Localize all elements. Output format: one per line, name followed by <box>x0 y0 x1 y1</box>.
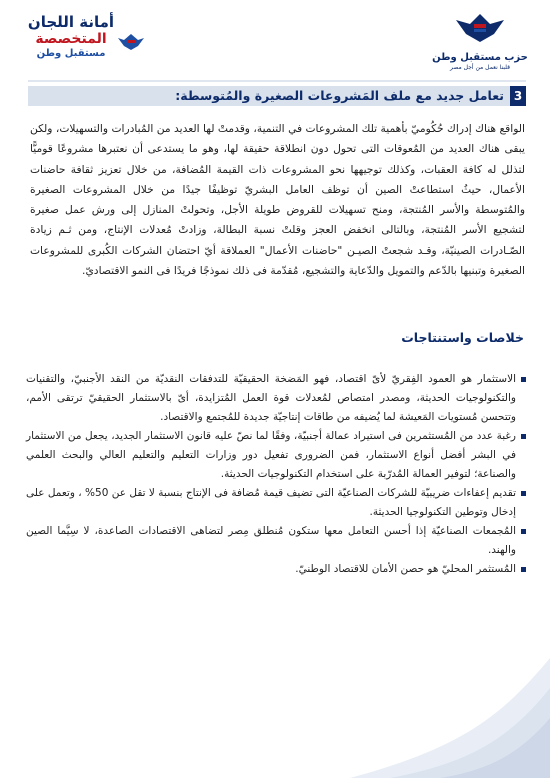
party-name: حزب مستقبل وطن <box>432 52 528 63</box>
list-item <box>26 560 526 579</box>
list-item-text: تقديم إعفاءات ضريبيّة للشركات الصناعيّة التى تضيف قيمة مُضافة فى الإنتاج بنسبة لا تقل عن 50% ، وتعمل على إدخال وتوطين التكنولوجيا الحديثة. <box>26 487 516 518</box>
logo-line-2: المتخصصة <box>35 31 107 47</box>
body-paragraph: الواقع هناك إدراك حُكُوميّ بأهمية تلك المشروعات في التنمية، وقدمتْ لها العديد من المُبادرات والتسهيلات، ولكن يبقى هناك العديد من المُعوقات التى تحول دون انطلاقة حقيقة لها، وهو ما يستدعى أن نعتبرها مشروعًا قوميًّا لتذلل له كافة العقبات، وكذلك توجيهها نحو المشروعات ذات القيمة المُضافة، من خلال تعزيز ثقافة حاضنات الأعمال، حيثُ استطاعتْ الصين أن توظف العامل البشريّ توظيفًا جيدًا من خلال المشروعات الصغيرة والمُتوسطة والأسر المُنتجة، ومنح تسهيلات للقروض طويلة الأجل، وتحولتْ المنازل إلى ورش عمل صغيرة لتشجيع الأسر المُنتجة، وبالتالى انخفض العجز وقلتْ نسبة البطالة، وزادتْ مُعدلات الإنتاج، ومن ثـم زيادة الصّـادرات الصينيّة، وقـد شجعتْ الصيـن "حاضنات الأعمال" العملاقة أيّ احتضان الشركات الكُبرى للمشروعات الصغيرة وتبنيها بالدّعم والتمويل والدّعاية والتشجيع، مُقدّمة فى ذلك نموذجًا فريدًا فى النمو الاقتصاديّ. <box>30 122 525 278</box>
bullet-square-icon <box>521 434 526 439</box>
section-title: تعامل جديد مع ملف المَشروعات الصغيرة والمُتوسطة: <box>175 88 504 103</box>
list-item-text: المُجمعات الصناعيّة إذا أحسن التعامل معها ستكون مُنطلق مِصر لتضاهى الاقتصادات الصاعدة، لا سِيَّما الصين والهند. <box>26 525 516 556</box>
header-divider <box>28 80 526 82</box>
conclusions-heading: خلاصات واستنتاجات <box>401 330 524 345</box>
page-header <box>0 0 550 80</box>
list-item <box>26 370 526 427</box>
list-item <box>26 522 526 560</box>
list-item <box>26 427 526 484</box>
eagle-emblem-icon <box>118 32 144 52</box>
bullet-square-icon <box>521 567 526 572</box>
party-logo <box>430 10 530 76</box>
logo-line-1: أمانة اللجان <box>27 13 115 31</box>
section-number-badge: 3 <box>510 86 526 106</box>
bullet-square-icon <box>521 491 526 496</box>
logo-line-3: مستقبل وطن <box>36 48 106 59</box>
list-item <box>26 484 526 522</box>
list-item-text: رغبة عدد من المُستثمرين فى استيراد عمالة أجنبيّة، وفقًا لما نصّ عليه قانون الاستثمار الجديد، يجعل من الاستثمار في البشر أفضل أنواع الاستثمار، فمن الضرورى تفعيل دور وزارات التعليم والتعليم العالي والبحث العلمي والصناعة؛ لتوفير العمالة المُدرّبة على استخدام التكنولوجيات الحديثة. <box>26 430 516 480</box>
list-item-text: الاستثمار هو العمود الفِقريّ لأىّ اقتصاد، فهو المَضخة الحقيقيّة للتدفقات النقديّة من النقد الأجنبيّ، والتقنيات والتكنولوجيات الحديثة، ومصدر امتصاص لمُعدلات قوة العمل المُتزايدة، أىّ بالاستثمار الحقيقيّ ترتقى الأمم، وتتحسن مُستويات المَعيشة لما يُضيفه من طاقات إنتاجيّة جديدة للمُجتمع والاقتصاد. <box>26 373 516 423</box>
bullet-square-icon <box>521 377 526 382</box>
party-slogan: قلبنا نعمل من أجل مصر <box>450 64 510 71</box>
conclusions-list <box>26 370 526 579</box>
bullet-square-icon <box>521 529 526 534</box>
corner-wave-decoration <box>350 658 550 778</box>
committees-logo <box>16 14 126 78</box>
section-heading-bar <box>28 86 526 106</box>
list-item-text: المُستثمر المحليّ هو حصن الأمان للاقتصاد الوطنيّ. <box>295 563 516 575</box>
party-emblem-icon <box>450 10 510 48</box>
